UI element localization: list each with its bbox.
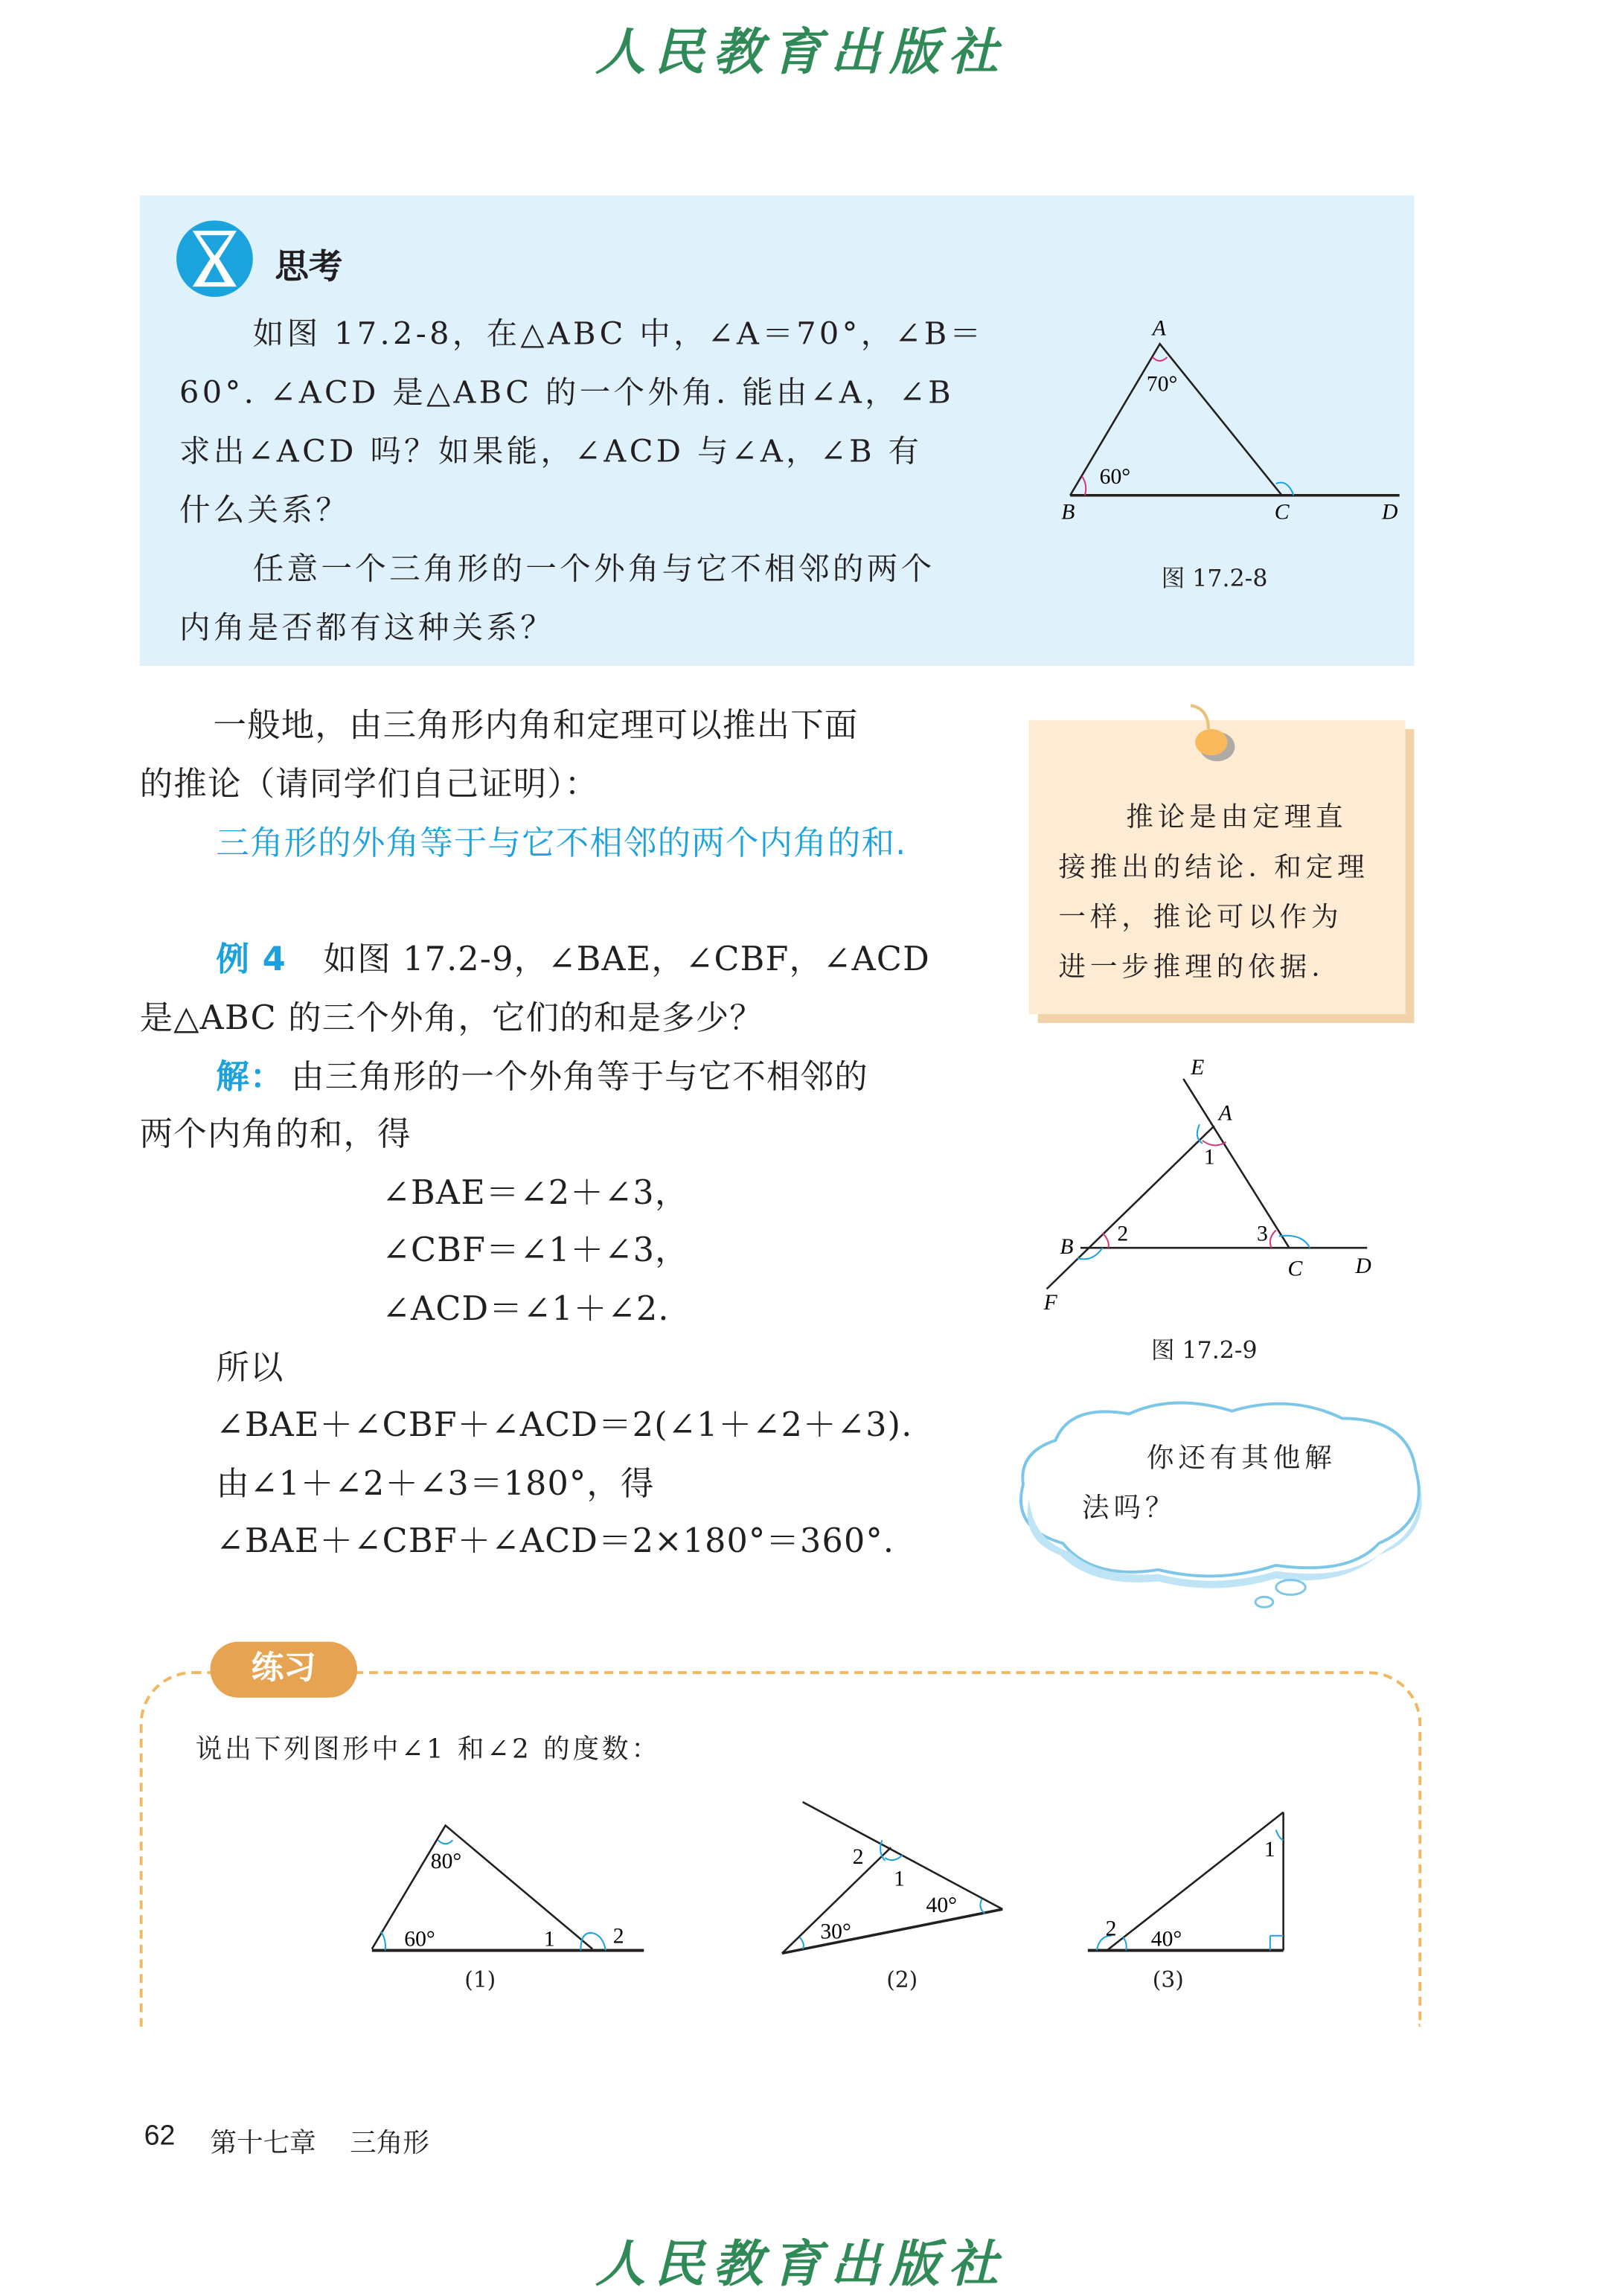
label: 30°: [820, 1920, 851, 1944]
label-C: C: [1274, 500, 1290, 525]
think-line: 求出∠ACD 吗？如果能，∠ACD 与∠A，∠B 有: [179, 433, 923, 469]
chapter-label: 第十七章: [210, 2128, 316, 2160]
label-D: D: [1355, 1254, 1371, 1278]
practice-figure-2: [782, 1802, 1002, 1953]
note-line: 推论是由定理直: [1126, 802, 1348, 834]
label: 1: [543, 1927, 555, 1952]
label-B: B: [1060, 1235, 1074, 1260]
label-B: B: [1061, 500, 1075, 525]
figure-caption: (2): [886, 1966, 918, 1993]
think-icon: [175, 219, 254, 298]
equation: ∠ACD＝∠1＋∠2.: [382, 1290, 670, 1329]
label: 1: [894, 1867, 905, 1891]
publisher-logo-header: 人民教育出版社: [595, 23, 1008, 83]
result-line: ∠BAE＋∠CBF＋∠ACD＝2×180°＝360°.: [216, 1522, 895, 1561]
label: 1: [1264, 1838, 1275, 1862]
practice-figures: [353, 1793, 1308, 1962]
label-1: 1: [1203, 1145, 1215, 1170]
sum-line: ∠BAE＋∠CBF＋∠ACD＝2(∠1＋∠2＋∠3).: [216, 1406, 913, 1445]
so-text: 所以: [216, 1349, 284, 1388]
note-line: 接推出的结论. 和定理: [1058, 852, 1369, 884]
label-D: D: [1381, 500, 1398, 525]
think-line: 如图 17.2-8，在△ABC 中，∠A＝70°，∠B＝: [252, 315, 984, 352]
chapter-title: 三角形: [350, 2128, 429, 2160]
page-number: 62: [144, 2120, 176, 2152]
think-title: 思考: [275, 248, 343, 287]
intro-line: 的推论（请同学们自己证明）：: [139, 766, 599, 804]
solution-line: 两个内角的和，得: [139, 1115, 412, 1154]
label-angle-a: 70°: [1146, 372, 1178, 397]
label-2: 2: [1117, 1222, 1129, 1246]
figure-17-2-8: [1029, 309, 1415, 603]
example-line: 如图 17.2-9，∠BAE，∠CBF，∠ACD: [323, 940, 930, 979]
label-F: F: [1043, 1291, 1057, 1315]
practice-instruction: 说出下列图形中∠1 和∠2 的度数：: [195, 1734, 662, 1766]
note-line: 一样，推论可以作为: [1058, 902, 1343, 934]
label-A: A: [1152, 316, 1166, 341]
publisher-logo-footer: 人民教育出版社: [595, 2235, 1008, 2295]
figure-caption: 图 17.2-9: [1150, 1335, 1258, 1365]
label: 2: [612, 1924, 624, 1949]
intro-line: 一般地，由三角形内角和定理可以推出下面: [213, 707, 859, 745]
note-line: 进一步推理的依据.: [1058, 952, 1325, 984]
think-line: 60°. ∠ACD 是△ABC 的一个外角. 能由∠A，∠B: [179, 374, 954, 411]
practice-figure-1: [372, 1826, 644, 1952]
cloud-line: 法吗？: [1081, 1493, 1177, 1524]
label-A: A: [1218, 1101, 1232, 1126]
think-line: 任意一个三角形的一个外角与它不相邻的两个: [252, 551, 935, 587]
practice-figure-3: [1088, 1812, 1284, 1952]
label-E: E: [1191, 1056, 1205, 1080]
equation: ∠BAE＝∠2＋∠3，: [382, 1174, 689, 1213]
solution-line: 由三角形的一个外角等于与它不相邻的: [291, 1058, 868, 1097]
example-label: 例 4: [216, 940, 286, 979]
thought-cloud: [1011, 1396, 1430, 1617]
figure-17-2-9: [1029, 1044, 1397, 1323]
equation: ∠CBF＝∠1＋∠3，: [382, 1231, 689, 1270]
think-line: 什么关系？: [179, 492, 350, 528]
label: 80°: [430, 1849, 462, 1873]
label: 40°: [926, 1893, 958, 1918]
label: 2: [852, 1844, 864, 1869]
solution-label: 解：: [216, 1058, 284, 1097]
label: 60°: [404, 1927, 435, 1952]
pin-icon: [1176, 702, 1249, 770]
think-line: 内角是否都有这种关系？: [179, 609, 555, 646]
figure-caption: (1): [464, 1966, 496, 1993]
label-3: 3: [1257, 1222, 1268, 1246]
cloud-line: 你还有其他解: [1146, 1443, 1336, 1475]
figure-caption: 图 17.2-8: [1161, 564, 1268, 593]
given-line: 由∠1＋∠2＋∠3＝180°，得: [216, 1465, 655, 1504]
practice-label: 练习: [210, 1642, 357, 1698]
label: 2: [1105, 1917, 1117, 1941]
label: 40°: [1150, 1927, 1182, 1952]
label-angle-b: 60°: [1099, 464, 1131, 489]
example-line: 是△ABC 的三个外角，它们的和是多少？: [139, 999, 764, 1038]
label-C: C: [1287, 1257, 1303, 1281]
figure-caption: (3): [1152, 1966, 1184, 1993]
corollary: 三角形的外角等于与它不相邻的两个内角的和.: [216, 824, 907, 863]
